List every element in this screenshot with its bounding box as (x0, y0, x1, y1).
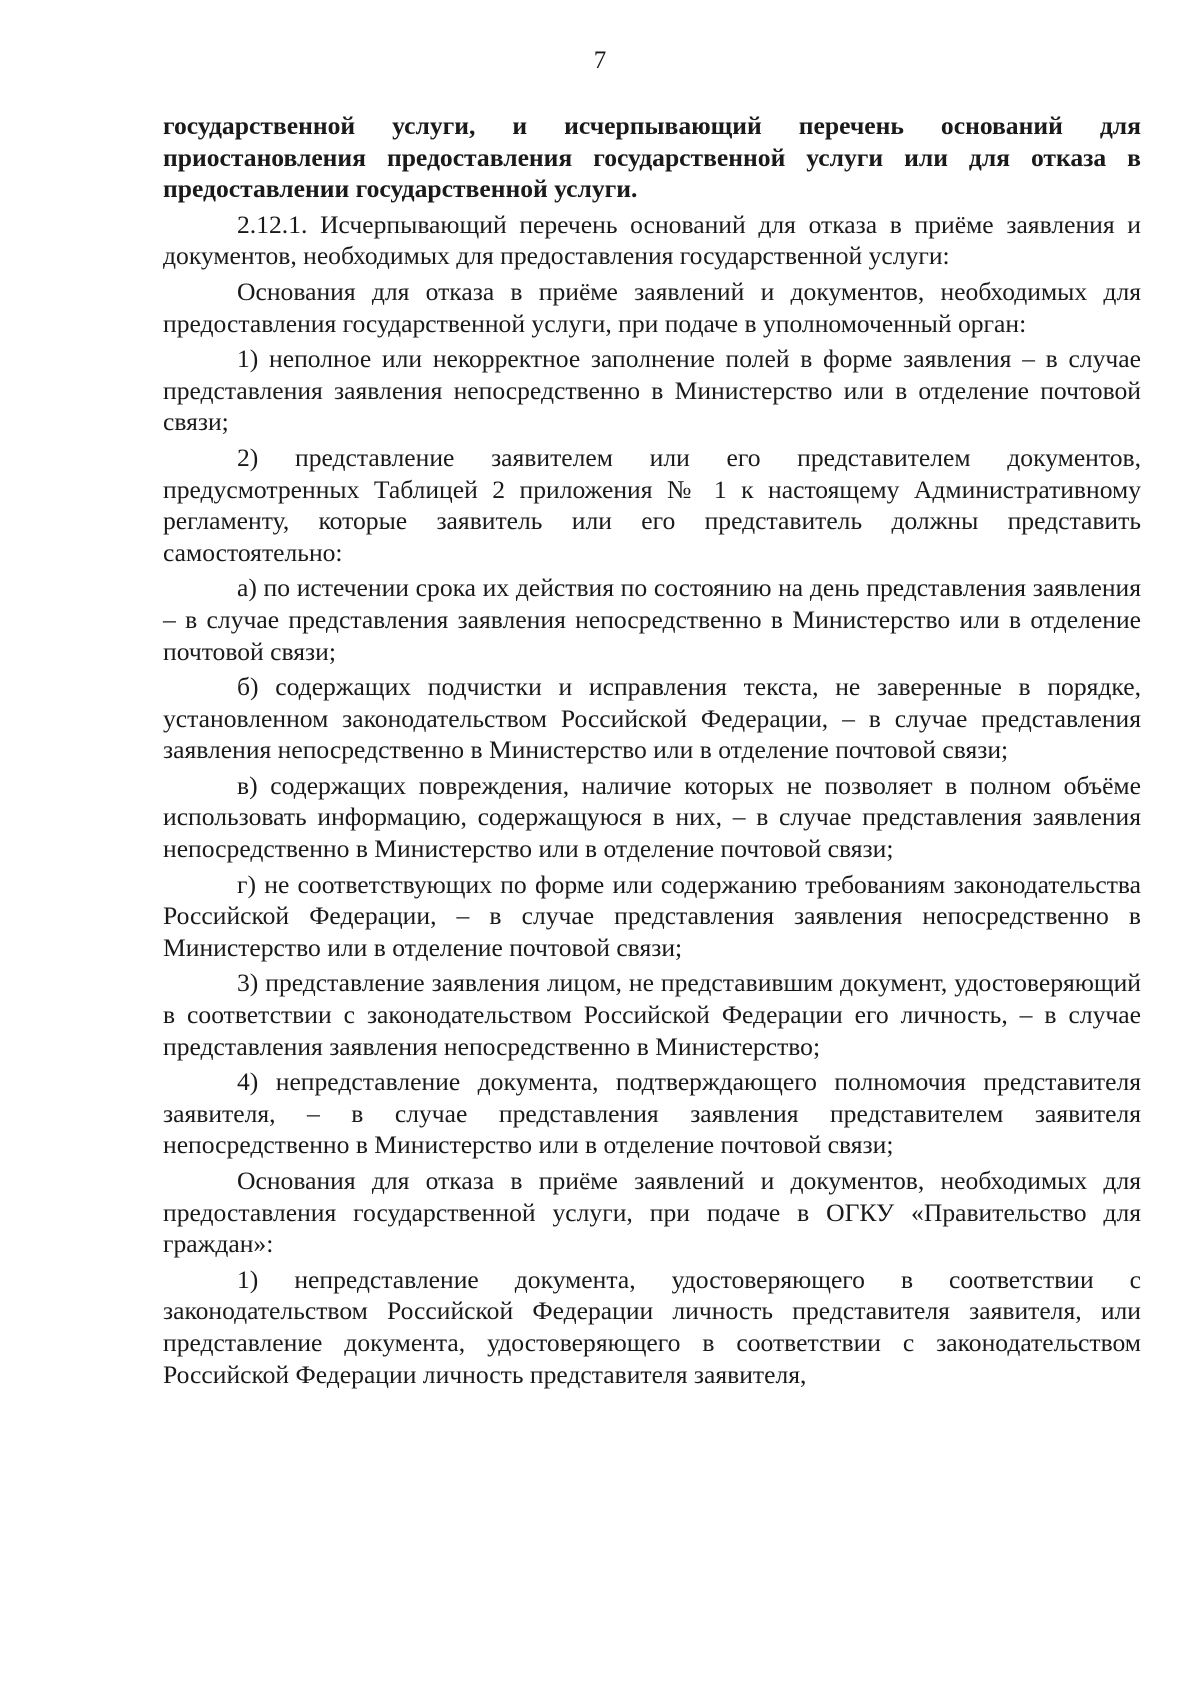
list-item-3: 3) представление заявления лицом, не представившим документ, удостоверяющий в соответствии с законодательством Российской Федерации его личность, – в случае представления заявления непосредственно в Министерство; (163, 968, 1141, 1061)
list-item-2a: а) по истечении срока их действия по состоянию на день представления заявления – в случае представления заявления непосредственно в Министерство или в отделение почтовой связи; (163, 573, 1141, 666)
list-item-2g: г) не соответствующих по форме или содержанию требованиям законодательства Российской Федерации, – в случае представления заявления непосредственно в Министерство или в отделение почтовой связи; (163, 869, 1141, 962)
list-item-2: 2) представление заявителем или его представителем документов, предусмотренных Таблицей 2 приложения № 1 к настоящему Административному регламенту, которые заявитель или его представитель должны представить самостоятельно: (163, 442, 1141, 567)
paragraph-2-12-1: 2.12.1. Исчерпывающий перечень оснований для отказа в приёме заявления и документов, необходимых для предоставления государственной услуги: (163, 209, 1141, 271)
list-item-1: 1) неполное или некорректное заполнение полей в форме заявления – в случае представления заявления непосредственно в Министерство или в отделение почтовой связи; (163, 344, 1141, 437)
document-body (163, 110, 1141, 1390)
list-item-4: 4) непредставление документа, подтверждающего полномочия представителя заявителя, – в случае представления заявления представителем заявителя непосредственно в Министерство или в отделение почтовой связи; (163, 1067, 1141, 1160)
paragraph-grounds-authorized-body: Основания для отказа в приёме заявлений и документов, необходимых для предоставления государственной услуги, при подаче в уполномоченный орган: (163, 276, 1141, 338)
list-item-2b: б) содержащих подчистки и исправления текста, не заверенные в порядке, установленном законодательством Российской Федерации, – в случае представления заявления непосредственно в Министерство или в отделение почтовой связи; (163, 672, 1141, 765)
ogku-list-item-1: 1) непредставление документа, удостоверяющего в соответствии с законодательством Российской Федерации личность представителя заявителя, или представление документа, удостоверяющего в соответствии с законодательством Российской Федерации личность представителя заявителя, (163, 1264, 1141, 1389)
list-item-2v: в) содержащих повреждения, наличие которых не позволяет в полном объёме использовать информацию, содержащуюся в них, – в случае представления заявления непосредственно в Министерство или в отделение почтовой связи; (163, 770, 1141, 864)
paragraph-grounds-ogku: Основания для отказа в приёме заявлений и документов, необходимых для предоставления государственной услуги, при подаче в ОГКУ «Правительство для граждан»: (163, 1166, 1141, 1259)
page-number: 7 (593, 47, 607, 74)
section-heading: государственной услуги, и исчерпывающий перечень оснований для приостановления предоставления государственной услуги или для отказа в предоставлении государственной услуги. (163, 111, 1141, 204)
